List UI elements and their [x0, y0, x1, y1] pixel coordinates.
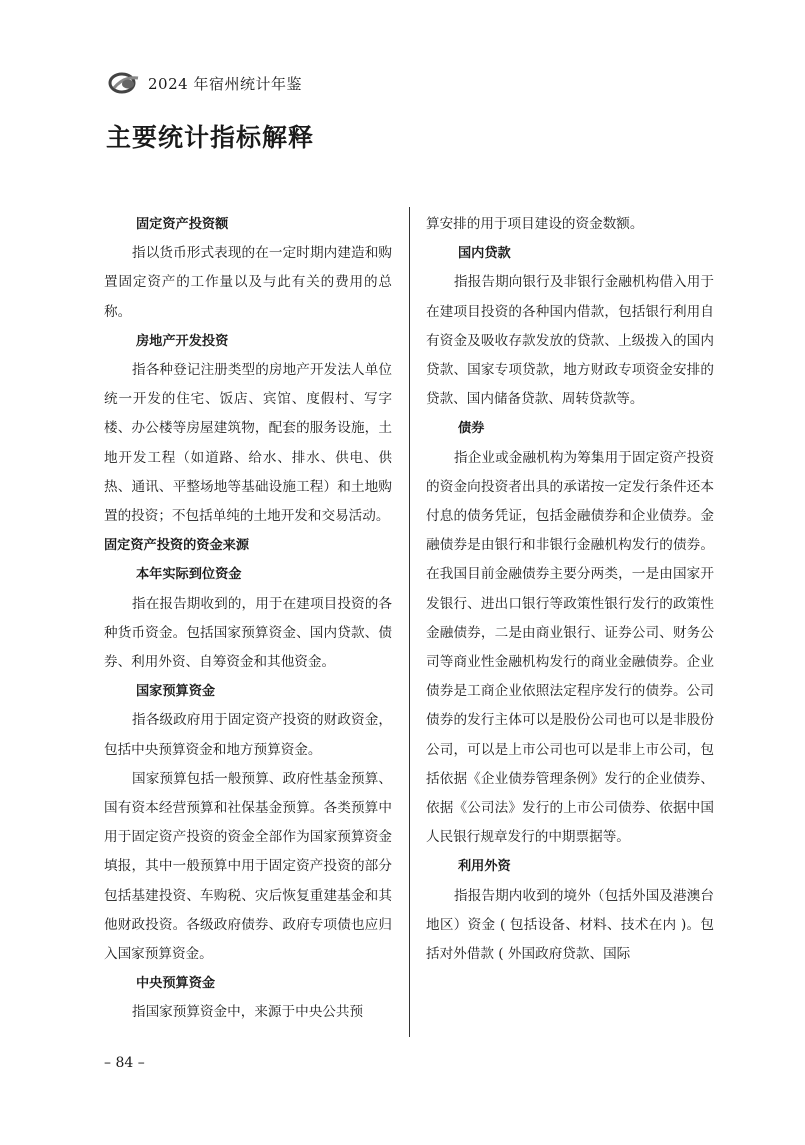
running-header [108, 68, 302, 98]
section-heading: 本年实际到位资金 [136, 567, 242, 583]
page-number: – 84 – [104, 1055, 145, 1071]
yearbook-logo-icon [108, 72, 140, 94]
section-heading: 国内贷款 [458, 246, 511, 262]
column-divider [409, 207, 410, 1037]
section-heading: 国家预算资金 [136, 684, 216, 700]
section-heading: 债券 [458, 421, 485, 437]
paragraph: 指报告期向银行及非银行金融机构借入用于在建项目投资的各种国内借款，包括银行利用自有资金及吸收存款发放的贷款、上级拨入的国内贷款、国家专项贷款，地方财政专项资金安排的贷款、国内储备贷款、周转贷款等。 [426, 274, 714, 408]
section-heading: 固定资产投资的资金来源 [104, 538, 250, 554]
paragraph: 指各级政府用于固定资产投资的财政资金，包括中央预算资金和地方预算资金。 [104, 712, 392, 758]
section-heading: 房地产开发投资 [136, 333, 229, 349]
paragraph: 指以货币形式表现的在一定时期内建造和购置固定资产的工作量以及与此有关的费用的总称。 [104, 245, 392, 320]
paragraph: 国家预算包括一般预算、政府性基金预算、国有资本经营预算和社保基金预算。各类预算中用于固定资产投资的资金全部作为国家预算资金填报，其中一般预算中用于固定资产投资的部分包括基建投资、车购税、灾后恢复重建基金和其他财政投资。各级政府债券、政府专项债也应归入国家预算资金。 [104, 770, 392, 963]
paragraph: 指在报告期收到的，用于在建项目投资的各种货币资金。包括国家预算资金、国内贷款、债券、利用外资、自筹资金和其他资金。 [104, 595, 392, 671]
paragraph-continuation: 算安排的用于项目建设的资金数额。 [426, 216, 644, 232]
header-title: 2024 年宿州统计年鉴 [148, 74, 302, 93]
section-heading: 中央预算资金 [136, 976, 216, 992]
paragraph: 指国家预算资金中，来源于中央公共预 [132, 1004, 364, 1021]
page-title: 主要统计指标解释 [106, 123, 315, 152]
section-heading: 利用外资 [458, 859, 511, 875]
paragraph: 指各种登记注册类型的房地产开发法人单位统一开发的住宅、饭店、宾馆、度假村、写字楼、办公楼等房屋建筑物，配套的服务设施，土地开发工程（如道路、给水、排水、供电、供热、通讯、平整场地等基础设施工程）和土地购置的投资；不包括单纯的土地开发和交易活动。 [104, 362, 392, 525]
section-heading: 固定资产投资额 [136, 217, 229, 232]
right-column [426, 210, 714, 969]
left-column [104, 210, 392, 1028]
paragraph: 指报告期内收到的境外（包括外国及港澳台地区）资金 ( 包括设备、材料、技术在内 )。包括对外借款 ( 外国政府贷款、国际 [426, 887, 714, 963]
paragraph: 指企业或金融机构为筹集用于固定资产投资的资金向投资者出具的承诺按一定发行条件还本付息的债务凭证，包括金融债券和企业债券。金融债券是由银行和非银行金融机构发行的债券。在我国目前金融债券主要分两类，一是由国家开发银行、进出口银行等政策性银行发行的政策性金融债券，二是由商业银行、证券公司、财务公司等商业性金融机构发行的商业金融债券。企业债券是工商企业依照法定程序发行的债券。公司债券的发行主体可以是股份公司也可以是非股份公司，可以是上市公司也可以是非上市公司，包括依据《企业债券管理条例》发行的企业债券、依据《公司法》发行的上市公司债券、依据中国人民银行规章发行的中期票据等。 [426, 449, 714, 846]
